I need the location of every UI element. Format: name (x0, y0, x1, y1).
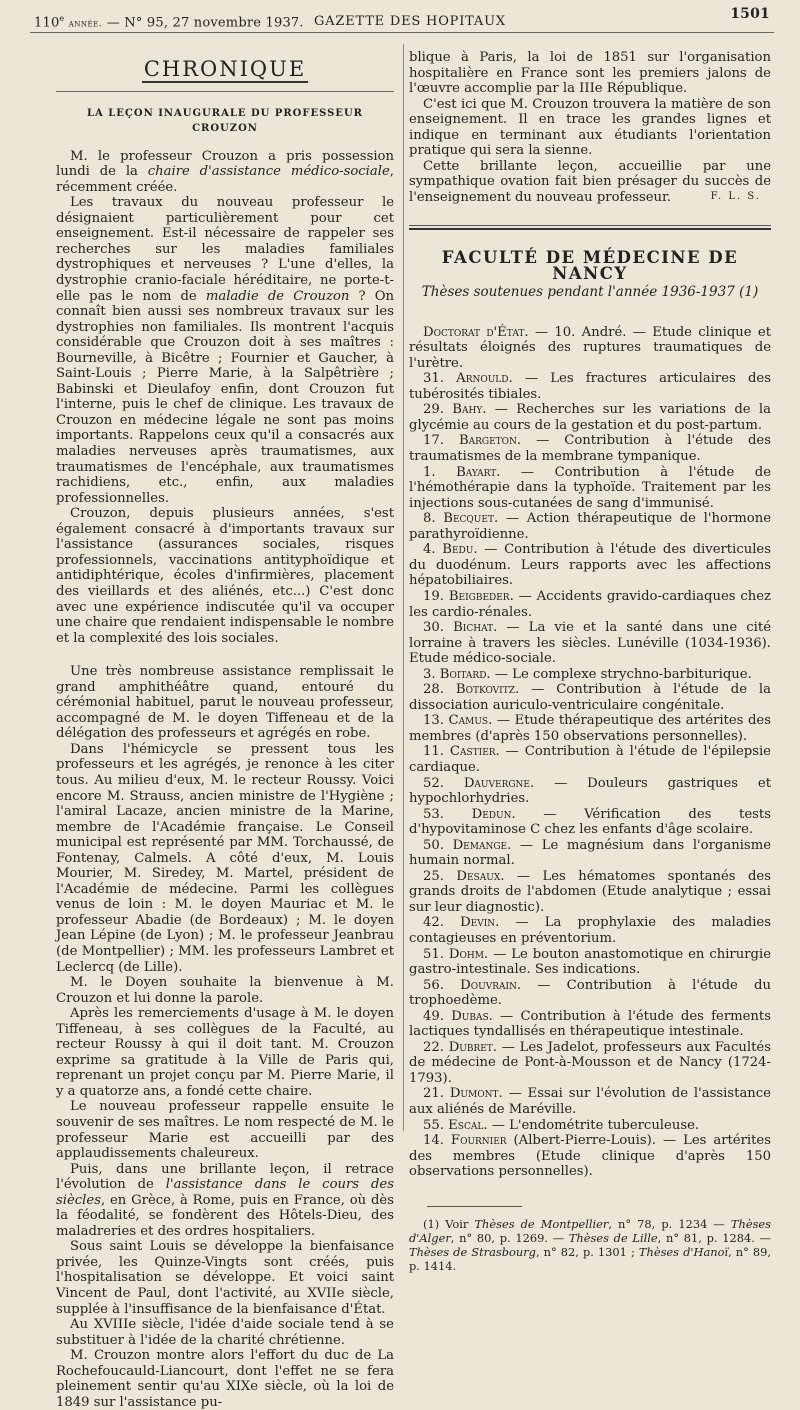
entry-title: — Etude thérapeutique des artérites des membres (d'après 150 observations personnelles). (409, 713, 771, 744)
thesis-entry (409, 1040, 771, 1087)
entry-number: 52. (423, 775, 464, 791)
entry-author: Dubret. (448, 1039, 498, 1055)
entry-author: Bedu. (442, 542, 478, 558)
thesis-entry (409, 682, 771, 713)
footnote-rule (427, 1206, 522, 1207)
entry-author: Dubas. (451, 1008, 493, 1024)
entry-title: — Contribution à l'étude des traumatismes de la membrane tympanique. (409, 433, 771, 465)
section-heading: CHRONIQUE (143, 57, 307, 81)
entry-number: 22. (423, 1039, 449, 1055)
entry-title: — Vérification des tests d'hypovitaminose C chez les enfants d'âge scolaire. (409, 806, 771, 838)
entry-title: — L'endométrite tuberculeuse. (487, 1117, 700, 1133)
thesis-entry (409, 402, 771, 433)
paragraph: C'est ici que M. Crouzon trouvera la matière de son enseignement. Il en trace les grandes lignes et indique en terminant aux étudiants l'orientation pratique qui sera la sienne. (409, 96, 771, 159)
entry-number: 17. (423, 433, 459, 449)
left-column (56, 58, 394, 1410)
paragraph: M. Crouzon montre alors l'effort du duc de La Rochefoucauld-Liancourt, dont l'effet ne se fera pleinement sentir qu'au XIXe siècle, où la loi de 1849 sur l'assistance pu- (56, 1348, 394, 1410)
entry-number: 49. (423, 1008, 452, 1024)
entry-number: 42. (423, 915, 461, 931)
faculty-subheading: Thèses soutenues pendant l'année 1936-1937 (1) (421, 284, 759, 301)
entry-author: Dumont. (449, 1086, 503, 1102)
entry-author: Douvrain. (460, 977, 522, 993)
thesis-entry (409, 371, 771, 402)
paragraph: M. le professeur Crouzon a pris possession lundi de la chaire d'assistance médico-sociale, récemment créée. (56, 148, 394, 195)
entry-number: 1. (423, 464, 457, 480)
paragraph: M. le Doyen souhaite la bienvenue à M. Crouzon et lui donne la parole. (56, 975, 394, 1006)
entry-author: Devin. (460, 915, 500, 931)
thesis-entry (409, 713, 771, 744)
entry-number: 29. (423, 402, 453, 418)
thesis-entry (409, 325, 771, 372)
entry-title: — Contribution à l'étude de la dissociation auriculo-ventriculaire congénitale. (409, 682, 771, 713)
entry-title: — Contribution à l'étude du trophoedème. (409, 977, 771, 1009)
thesis-list (409, 325, 771, 1180)
thesis-entry (409, 1009, 771, 1040)
entry-author: Doctorat d'État. (423, 324, 529, 340)
entry-author: Bahy. (452, 402, 487, 418)
entry-title: — Le bouton anastomotique en chirurgie gastro-intestinale. Ses indications. (409, 946, 771, 978)
page-number: 1501 (730, 6, 770, 22)
faculty-heading: FACULTÉ DE MÉDECINE DE NANCY (441, 248, 739, 283)
paragraph: Au XVIIIe siècle, l'idée d'aide sociale tend à se substituer à l'idée de la charité chrétienne. (56, 1317, 394, 1348)
column-divider (403, 44, 404, 1131)
entry-number: 28. (423, 682, 456, 698)
thesis-entry (409, 807, 771, 838)
entry-title: — Le complexe strychno-barbiturique. (490, 666, 752, 682)
section-heading-wrap (56, 57, 394, 83)
journal-title: GAZETTE DES HOPITAUX (314, 14, 506, 29)
article-subheading: LA LEÇON INAUGURALE DU PROFESSEUR CROUZON (87, 107, 363, 135)
entry-author: Escal. (448, 1117, 488, 1133)
entry-title: — Contribution à l'étude des ferments lactiques tyndallisés en thérapeutique intestinale. (409, 1008, 771, 1040)
entry-title: (Albert-Pierre-Louis). — Les artérites des membres (Etude clinique d'après 150 observations personnelles). (409, 1133, 771, 1180)
header-rule (30, 32, 774, 33)
entry-author: Dedun. (471, 806, 516, 822)
entry-author: Dauvergne. (463, 775, 535, 791)
thesis-entry (409, 542, 771, 589)
entry-number: 8. (423, 511, 444, 527)
entry-number: 14. (423, 1133, 451, 1149)
entry-title: — Contribution à l'étude de l'épilepsie cardiaque. (409, 744, 771, 775)
paragraph: Le nouveau professeur rappelle ensuite le souvenir de ses maîtres. Le nom respecté de M. le professeur Marie est accueilli par des applaudissements chaleureux. (56, 1099, 394, 1162)
entry-author: Arnould. (456, 371, 513, 387)
entry-author: Demange. (452, 837, 512, 853)
entry-author: Bichat. (453, 620, 498, 636)
paragraph: Sous saint Louis se développe la bienfaisance privée, les Quinze-Vingts sont créés, puis l'hospitalisation se développe. Et voici saint Vincent de Paul, dont l'activité, au XVIIe siècle, supplée à l'insuffisance de la bienfaisance d'État. (56, 1239, 394, 1317)
entry-number: 50. (423, 837, 453, 853)
entry-author: Becquet. (443, 511, 499, 527)
entry-author: Bargeton. (458, 433, 522, 449)
entry-number: 19. (423, 588, 449, 604)
entry-number: 30. (423, 620, 454, 636)
entry-title: — Contribution à l'étude de l'hémothérapie dans la typhoïde. Traitement par les injections sous-cutanées de sang d'immunisé. (409, 464, 772, 511)
section-separator-thick (409, 228, 771, 230)
issue-info: 110e année. — N° 95, 27 novembre 1937. (34, 14, 304, 31)
entry-author: Boitard. (439, 666, 491, 682)
thesis-entry (409, 838, 771, 869)
thesis-entry (409, 978, 771, 1009)
entry-number: 11. (423, 744, 450, 760)
entry-number: 21. (423, 1086, 450, 1102)
thesis-entry (409, 1133, 771, 1180)
entry-title: — Le magnésium dans l'organisme humain normal. (409, 837, 772, 869)
entry-number: 25. (423, 868, 457, 884)
entry-number: 56. (423, 977, 461, 993)
entry-number: 13. (423, 713, 449, 729)
thesis-entry (409, 667, 771, 683)
paragraph: blique à Paris, la loi de 1851 sur l'organisation hospitalière en France sont les premiers jalons de l'œuvre accomplie par la IIIe République. (409, 50, 771, 97)
paragraph: Les travaux du nouveau professeur le désignaient particulièrement pour cet enseignement. Est-il nécessaire de rappeler ses recherches sur les maladies familiales dystrophiques et nerveuses ? L'une d'elles, la dystrophie cranio-faciale héréditaire, ne porte-t-elle pas le nom de maladie de Crouzon ? On connaît bien aussi ses nombreux travaux sur les dystrophies non familiales. Ils montrent l'acquis considérable que Crouzon doit à ses maîtres : Bourneville, à Bicêtre ; Fournier et Gaucher, à Saint-Louis ; Pierre Marie, à la Salpêtrière ; Babinski et Dieulafoy enfin, dont Crouzon fut l'interne, puis le chef de clinique. Les travaux de Crouzon en médecine légale ne sont pas moins importants. Rappelons ceux qu'il a consacrés aux maladies nerveuses après traumatismes, aux traumatismes de l'encéphale, aux traumatismes rachidiens, etc., enfin, aux maladies professionnelles. (56, 195, 395, 506)
section-separator (409, 225, 771, 226)
entry-author: Botkovitz. (455, 682, 520, 698)
thesis-entry (409, 869, 771, 916)
entry-title: — Douleurs gastriques et hypochlorhydries. (409, 775, 771, 807)
thesis-entry (409, 915, 771, 946)
entry-title: — Les Jadelot, professeurs aux Facultés de médecine de Pont-à-Mousson et de Nancy (1724-1793). (409, 1039, 771, 1086)
entry-number: 51. (423, 946, 449, 962)
paragraph: Dans l'hémicycle se pressent tous les professeurs et les agrégés, je renonce à les citer tous. Au milieu d'eux, M. le recteur Roussy. Voici encore M. Strauss, ancien ministre de l'Hygiène ; l'amiral Lacaze, ancien ministre de la Marine, membre de l'Académie française. Le Conseil municipal est représenté par MM. Torchaussé, de Fontenay, Calmels. A côté d'eux, M. Louis Mourier, M. Siredey, M. Martel, président de l'Académie de médecine. Parmi les collègues venus de loin : M. le doyen Mauriac et M. le professeur Abadie (de Bordeaux) ; M. le doyen Jean Lépine (de Lyon) ; M. le professeur Jeanbrau (de Montpellier) ; MM. les professeurs Lambret et Leclercq (de Lille). (56, 741, 394, 975)
footnote: (1) Voir Thèses de Montpellier, n° 78, p. 1234 — Thèses d'Alger, n° 80, p. 1269. — Thèses de Lille, n° 81, p. 1284. — Thèses de Strasbourg, n° 82, p. 1301 ; Thèses d'Hanoï, n° 89, p. 1414. (409, 1216, 771, 1273)
thesis-entry (409, 1086, 771, 1117)
thesis-entry (409, 744, 771, 775)
paragraph: Crouzon, depuis plusieurs années, s'est également consacré à d'importants travaux sur l'assistance (assurances sociales, risques professionnels, vaccinations antityphoïdique et antidiphtérique, écoles d'infirmières, placement des vieillards et des aliénés, etc...) C'est donc avec une expérience indiscutée qu'il va occuper une chaire que rendaient indispensable le nombre et la complexité des lois sociales. (56, 506, 394, 646)
entry-title: — Les hématomes spontanés des grands droits de l'abdomen (Etude analytique ; essai sur leur diagnostic). (409, 868, 771, 915)
paragraph: Une très nombreuse assistance remplissait le grand amphithéâtre quand, entouré du cérémonial habituel, parut le nouveau professeur, accompagné de M. le doyen Tiffeneau et de la délégation des professeurs et agrégés en robe. (56, 664, 394, 742)
entry-title: — Essai sur l'évolution de l'assistance aux aliénés de Maréville. (409, 1086, 771, 1117)
entry-number: 4. (423, 542, 443, 558)
right-column (409, 50, 771, 1273)
entry-author: Fournier (450, 1133, 507, 1149)
section-rule (56, 91, 394, 92)
entry-title: — La prophylaxie des maladies contagieuses en préventorium. (409, 915, 771, 946)
entry-author: Castier. (449, 744, 500, 760)
entry-title: — 10. André. — Etude clinique et résultats éloignés des ruptures traumatiques de l'urètre. (409, 324, 771, 371)
thesis-entry (409, 433, 771, 464)
entry-author: Dohm. (448, 946, 489, 962)
thesis-entry (409, 947, 771, 978)
entry-title: — La vie et la santé dans une cité lorraine à travers les siècles. Lunéville (1034-1936). Etude médico-sociale. (409, 620, 772, 667)
author-signature: F. L. S. (710, 191, 761, 203)
paragraph-gap (56, 646, 394, 664)
thesis-entry (409, 776, 771, 807)
entry-author: Bayart. (456, 464, 501, 480)
entry-title: — Contribution à l'étude des diverticules du duodénum. Leurs rapports avec les affections hépatobiliaires. (409, 542, 771, 589)
entry-author: Desaux. (456, 868, 505, 884)
entry-author: Beigbeder. (448, 588, 514, 604)
entry-number: 53. (423, 806, 472, 822)
entry-number: 3. (423, 666, 440, 682)
entry-author: Camus. (448, 713, 493, 729)
paragraph: Puis, dans une brillante leçon, il retrace l'évolution de l'assistance dans le cours des siècles, en Grèce, à Rome, puis en France, où dès la féodalité, se fondèrent des Hôtels-Dieu, des maladreries et des ordres hospitaliers. (56, 1161, 394, 1239)
running-header (34, 6, 770, 32)
paragraph: Après les remerciements d'usage à M. le doyen Tiffeneau, à ses collègues de la Faculté, au recteur Roussy à qui il doit tant. M. Crouzon exprime sa gratitude à la Ville de Paris qui, reprenant un projet conçu par M. Pierre Marie, il y a quatorze ans, a fondé cette chaire. (56, 1006, 394, 1099)
entry-title: — Les fractures articulaires des tubérosités tibiales. (409, 371, 772, 402)
thesis-entry (409, 465, 771, 512)
entry-title: — Accidents gravido-cardiaques chez les cardio-rénales. (409, 588, 771, 620)
thesis-entry (409, 589, 771, 620)
entry-title: — Action thérapeutique de l'hormone parathyroïdienne. (409, 511, 771, 542)
thesis-entry (409, 1118, 771, 1134)
entry-title: — Recherches sur les variations de la glycémie au cours de la gestation et du post-partum. (409, 402, 771, 433)
paragraph: Cette brillante leçon, accueillie par une sympathique ovation fait bien présager du succès de l'enseignement du nouveau professeur. (409, 158, 771, 205)
thesis-entry (409, 511, 771, 542)
thesis-entry (409, 620, 771, 667)
entry-number: 31. (423, 371, 457, 387)
entry-number: 55. (423, 1117, 449, 1133)
